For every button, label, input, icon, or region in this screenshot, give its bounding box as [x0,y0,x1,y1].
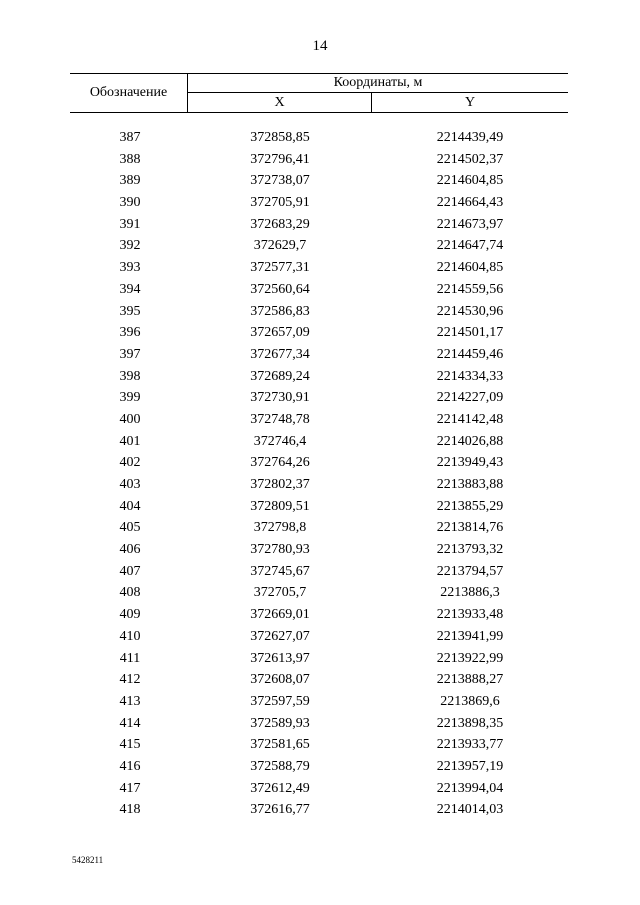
coord-y: 2213949,43 [436,455,504,471]
table-row [70,301,568,323]
coord-y: 2214459,46 [436,346,504,362]
point-id: 407 [119,563,141,579]
coord-x: 372858,85 [250,130,310,145]
coord-y: 2214439,49 [436,130,504,145]
coord-y: 2213922,99 [436,650,504,666]
coord-x: 372802,37 [250,477,310,492]
coord-x: 372627,07 [250,628,310,644]
point-id: 399 [119,390,141,406]
table-row [70,170,568,192]
table-row [70,669,568,691]
point-id: 392 [119,238,141,254]
coord-y: 2214559,56 [436,281,504,297]
coord-y: 2214530,96 [436,303,504,319]
table-row [70,452,568,474]
coord-x: 372677,34 [250,346,310,362]
point-id: 387 [119,130,141,145]
coord-y: 2214502,37 [436,151,504,167]
coord-y: 2213941,99 [436,628,504,644]
point-id: 418 [119,802,141,818]
table-row [70,648,568,670]
header-designation: Обозначение [70,74,188,112]
coord-x: 372597,59 [250,693,310,709]
point-id: 389 [119,173,141,189]
coord-x: 372764,26 [250,455,310,471]
page-number: 14 [312,38,328,54]
coord-x: 372705,91 [250,195,310,211]
coord-x: 372689,24 [250,368,310,384]
coord-x: 372738,07 [250,173,310,189]
table-row [70,496,568,518]
table-row [70,214,568,236]
table-row [70,691,568,713]
coord-x: 372669,01 [250,607,310,623]
point-id: 403 [119,477,141,492]
point-id: 414 [119,715,141,731]
point-id: 405 [119,520,141,536]
table-row [70,192,568,214]
coord-y: 2213898,35 [436,715,504,731]
table-row [70,322,568,344]
point-id: 394 [119,281,141,297]
table-row [70,127,568,149]
point-id: 416 [119,758,141,774]
coord-x: 372581,65 [250,737,310,753]
coord-x: 372608,07 [250,672,310,688]
table-row [70,799,568,821]
point-id: 390 [119,195,141,211]
coord-x: 372616,77 [250,802,310,818]
coord-x: 372683,29 [250,216,310,232]
coord-x: 372746,4 [253,433,307,449]
coord-x: 372745,67 [250,563,310,579]
coord-x: 372586,83 [250,303,310,319]
coord-y: 2214142,48 [436,411,504,427]
table-row [70,409,568,431]
point-id: 395 [119,303,141,319]
point-id: 411 [119,650,141,666]
table-row [70,582,568,604]
point-id: 388 [119,151,141,167]
coord-y: 2214014,03 [436,802,504,818]
table-row [70,279,568,301]
table-row [70,474,568,496]
coord-x: 372560,64 [250,281,310,297]
table-row [70,539,568,561]
point-id: 397 [119,346,141,362]
coord-x: 372748,78 [250,411,310,427]
coord-x: 372796,41 [250,151,310,167]
header-y: Y [464,94,476,110]
coord-y: 2214604,85 [436,173,504,189]
coord-x: 372612,49 [250,780,310,796]
coord-x: 372588,79 [250,758,310,774]
coord-x: 372589,93 [250,715,310,731]
table-row [70,561,568,583]
coord-y: 2213794,57 [436,563,504,579]
table-row [70,257,568,279]
coord-y: 2213855,29 [436,498,504,514]
coord-y: 2214647,74 [436,238,504,254]
table-row [70,517,568,539]
coordinates-table-body [70,127,568,821]
coord-y: 2213886,3 [440,585,500,601]
header-coordinates: Координаты, м [188,74,568,93]
table-row [70,149,568,171]
coord-y: 2214227,09 [436,390,504,406]
point-id: 408 [119,585,141,601]
table-row [70,734,568,756]
coord-y: 2213793,32 [436,542,504,558]
coord-y: 2213814,76 [436,520,504,536]
header-x: X [188,93,372,112]
table-row [70,626,568,648]
coord-x: 372705,7 [253,585,307,601]
coord-x: 372629,7 [253,238,307,254]
point-id: 401 [119,433,141,449]
coord-y: 2213888,27 [436,672,504,688]
coord-y: 2214604,85 [436,260,504,276]
table-row [70,344,568,366]
coord-y: 2213933,48 [436,607,504,623]
coord-y: 2213994,04 [436,780,504,796]
coord-x: 372730,91 [250,390,310,406]
point-id: 391 [119,216,141,232]
coord-y: 2214026,88 [436,433,504,449]
coord-y: 2213883,88 [436,477,504,492]
point-id: 409 [119,607,141,623]
point-id: 415 [119,737,141,753]
coord-x: 372577,31 [250,260,310,276]
point-id: 413 [119,693,141,709]
table-row [70,756,568,778]
table-row [70,366,568,388]
coord-y: 2213933,77 [436,737,504,753]
point-id: 404 [119,498,141,514]
point-id: 396 [119,325,141,341]
table-row [70,387,568,409]
table-row [70,604,568,626]
coord-y: 2213869,6 [440,693,500,709]
point-id: 417 [119,780,141,796]
footer-code: 5428211 [72,855,104,865]
table-header [70,73,568,113]
point-id: 412 [119,672,141,688]
coord-y: 2214334,33 [436,368,504,384]
coord-y: 2214501,17 [436,325,504,341]
table-row [70,431,568,453]
coord-y: 2213957,19 [436,758,504,774]
point-id: 398 [119,368,141,384]
coord-x: 372780,93 [250,542,310,558]
coord-x: 372798,8 [253,520,307,536]
table-row [70,235,568,257]
point-id: 400 [119,411,141,427]
table-row [70,713,568,735]
point-id: 410 [119,628,141,644]
coord-x: 372613,97 [250,650,310,666]
point-id: 402 [119,455,141,471]
coord-y: 2214664,43 [436,195,504,211]
point-id: 393 [119,260,141,276]
table-row [70,778,568,800]
coord-x: 372809,51 [250,498,310,514]
point-id: 406 [119,542,141,558]
coord-y: 2214673,97 [436,216,504,232]
coord-x: 372657,09 [250,325,310,341]
